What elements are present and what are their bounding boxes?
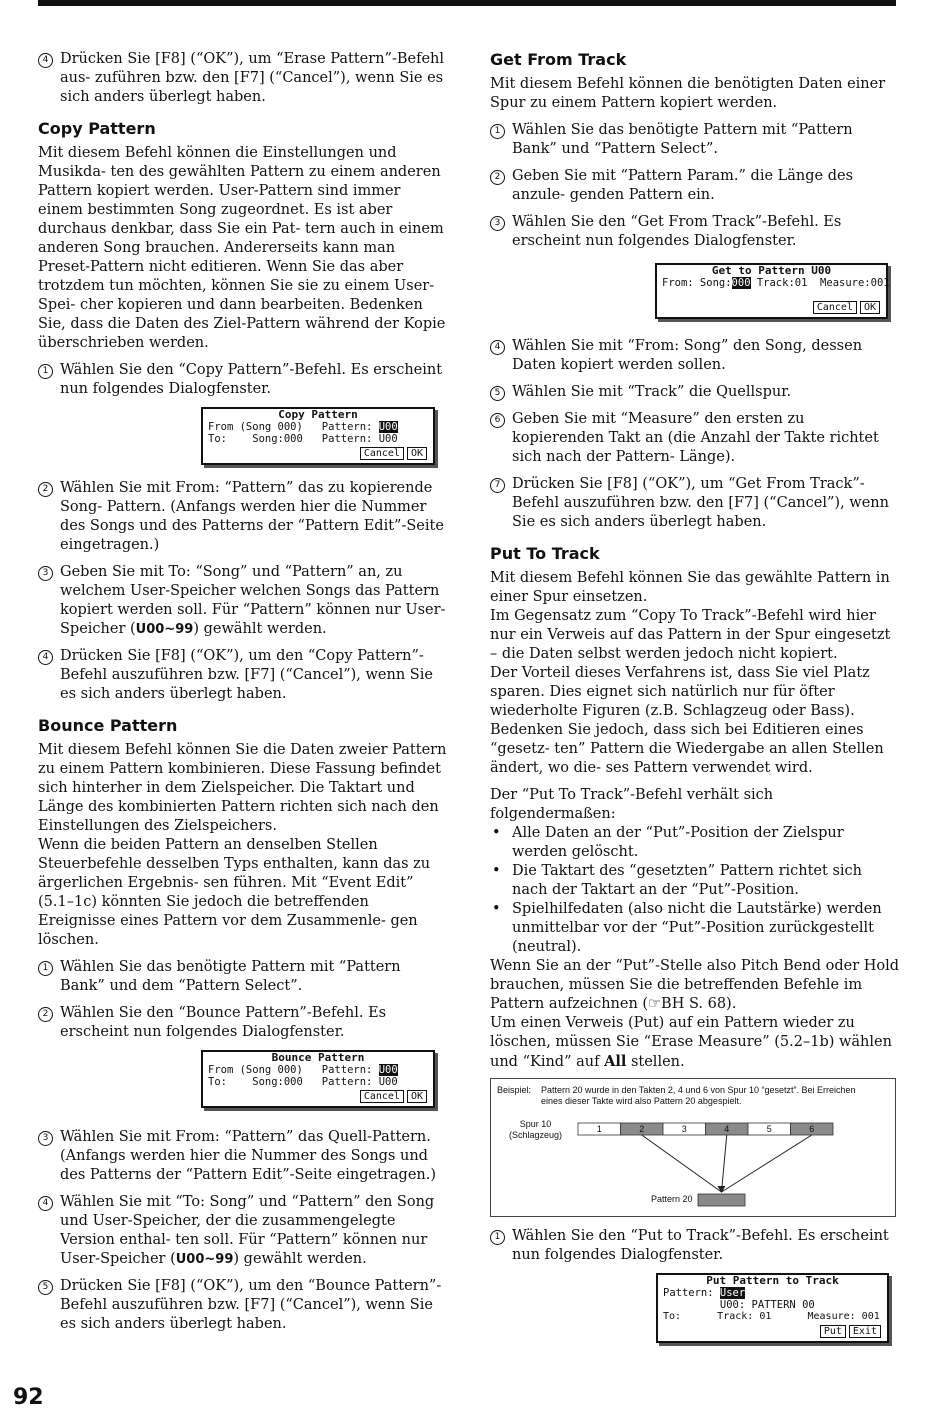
get-intro: Mit diesem Befehl können die benötigten Daten einer Spur zu einem Pattern kopiert werden. <box>490 76 886 111</box>
bounce-pattern-dialog: Bounce Pattern From (Song 000) Pattern: U00 To: Song:000 Pattern: U00 Cancel OK <box>201 1050 435 1108</box>
measure-label: 6 <box>809 1124 815 1134</box>
copy-step-1: 1 Wählen Sie den “Copy Pattern”-Befehl. Es erscheint nun folgendes Dialogfenster. <box>38 361 448 399</box>
left-column <box>38 50 448 1342</box>
diagram-caption-label: Beispiel: <box>497 1085 532 1095</box>
put-p6: Wenn Sie an der “Put”-Stelle also Pitch Bend oder Hold brauchen, müssen Sie die betreffenden Befehle im Pattern aufzeichnen (☞BH S. 68). <box>490 958 900 1012</box>
pattern-label: Pattern 20 <box>651 1194 693 1204</box>
get-step-3: 3 Wählen Sie den “Get From Track”-Befehl. Es erscheint nun folgendes Dialogfenster. <box>490 213 900 251</box>
ok-button: OK <box>860 301 880 314</box>
measure-label: 4 <box>724 1124 730 1134</box>
bounce-intro-1: Mit diesem Befehl können Sie die Daten zweier Pattern zu einem Pattern kombinieren. Diese Fassung befindet sich hinterher in dem Zielspeicher. Die Taktart und Länge des kombinierten Pattern richten sich nach den Einstellungen des Zielspeichers. <box>38 742 447 834</box>
put-step-1: 1 Wählen Sie den “Put to Track”-Befehl. Es erscheint nun folgendes Dialogfenster. <box>490 1227 900 1265</box>
track-label: Spur 10 (Schlagzeug) <box>509 1119 563 1140</box>
put-pattern-diagram <box>490 1078 896 1217</box>
page-number: 92 <box>13 1385 44 1410</box>
get-step-6: 6 Geben Sie mit “Measure” den ersten zu kopierenden Takt an (die Anzahl der Takte richtet sich nach der Pattern- Länge). <box>490 410 900 467</box>
copy-pattern-intro: Mit diesem Befehl können die Einstellungen und Musikda- ten des gewählten Pattern zu einem anderen Pattern kopiert werden. User-Pattern sind immer einem bestimmten Song zugeordnet. Es ist aber durchaus denkbar, dass Sie ein Pat- tern auch in einem anderen Song brauchen. Andererseits kann man Preset-Pattern nicht editieren. Wenn Sie das aber trotzdem tun möchten, können Sie sie zu einem User-Spei- cher kopieren und dann bearbeiten. Bedenken Sie, dass die Daten des Ziel-Pattern während der Kopie überschrieben werden. <box>38 145 446 351</box>
pattern-arrow <box>722 1135 727 1192</box>
diagram-caption: Pattern 20 wurde in den Takten 2, 4 und 6 von Spur 10 “gesetzt”. Bei Erreichen eines dieser Takte wird also Pattern 20 abgespielt. <box>541 1085 856 1106</box>
put-pattern-to-track-dialog: Put Pattern to Track Pattern: User U00: PATTERN 00 To: Track: 01 Measure: 001 Put Exit <box>656 1273 889 1343</box>
get-step-7: 7 Drücken Sie [F8] (“OK”), um “Get From Track”-Befehl auszuführen bzw. den [F7] (“Cancel”), wenn Sie es sich anders überlegt haben. <box>490 475 900 532</box>
get-step-4: 4 Wählen Sie mit “From: Song” den Song, dessen Daten kopiert werden sollen. <box>490 337 900 375</box>
cancel-button: Cancel <box>813 301 857 314</box>
copy-pattern-dialog: Copy Pattern From (Song 000) Pattern: U00 To: Song:000 Pattern: U00 Cancel OK <box>201 407 435 465</box>
get-from-track-heading: Get From Track <box>490 50 627 69</box>
put-p7: Um einen Verweis (Put) auf ein Pattern wieder zu löschen, müssen Sie “Erase Measure” (5.2–1b) wählen und “Kind” auf All stellen. <box>490 1015 892 1070</box>
ok-button: OK <box>407 1090 427 1103</box>
get-step-5: 5 Wählen Sie mit “Track” die Quellspur. <box>490 383 900 402</box>
pattern-box <box>698 1194 745 1206</box>
list-item: • Die Taktart des “gesetzten” Pattern richtet sich nach der Taktart an der “Put”-Position. <box>492 863 862 898</box>
put-p2: Im Gegensatz zum “Copy To Track”-Befehl wird hier nur ein Verweis auf das Pattern in der Spur eingesetzt – die Daten selbst werden jedoch nicht kopiert. <box>490 608 891 662</box>
get-to-pattern-dialog: Get to Pattern U00 From: Song:000 Track:01 Measure:001 Cancel OK <box>655 263 888 319</box>
ok-button: OK <box>407 447 427 460</box>
put-to-track-heading: Put To Track <box>490 544 600 563</box>
erase-step-4: 4 Drücken Sie [F8] (“OK”), um “Erase Pattern”-Befehl aus- zuführen bzw. den [F7] (“Cancel”), wenn Sie es sich anders überlegt haben. <box>38 50 448 107</box>
put-p1: Mit diesem Befehl können Sie das gewählte Pattern in einer Spur einsetzen. <box>490 570 890 605</box>
pattern-arrow <box>642 1135 722 1192</box>
get-step-2: 2 Geben Sie mit “Pattern Param.” die Länge des anzule- genden Pattern ein. <box>490 167 900 205</box>
pattern-arrow <box>722 1135 812 1192</box>
copy-step-2: 2 Wählen Sie mit From: “Pattern” das zu kopierende Song- Pattern. (Anfangs werden hier die Nummer des Songs und des Patterns der “Pattern Edit”-Seite eingetragen.) <box>38 479 448 555</box>
bounce-step-3: 3 Wählen Sie mit From: “Pattern” das Quell-Pattern. (Anfangs werden hier die Nummer des Songs und des Patterns der “Pattern Edit”-Seite eingetragen.) <box>38 1128 448 1185</box>
measure-label: 5 <box>766 1124 772 1134</box>
measure-label: 1 <box>596 1124 602 1134</box>
bounce-step-2: 2 Wählen Sie den “Bounce Pattern”-Befehl. Es erscheint nun folgendes Dialogfenster. <box>38 1004 448 1042</box>
step-number: 4 <box>38 53 53 68</box>
put-button: Put <box>820 1325 846 1338</box>
put-p4: Bedenken Sie jedoch, dass sich bei Editieren eines “gesetz- ten” Pattern die Wiedergabe an allen Stellen ändert, wo die- ses Pattern verwendet wird. <box>490 722 884 776</box>
copy-pattern-heading: Copy Pattern <box>38 119 156 138</box>
list-item: • Spielhilfedaten (also nicht die Lautstärke) werden unmittelbar vor der “Put”-Position zurückgestellt (neutral). <box>492 901 882 955</box>
bounce-pattern-heading: Bounce Pattern <box>38 716 178 735</box>
top-rule <box>38 0 896 6</box>
put-p5: Der “Put To Track”-Befehl verhält sich folgendermaßen: <box>490 787 774 822</box>
put-bullets <box>490 824 900 957</box>
measure-label: 3 <box>681 1124 687 1134</box>
diagram-graphic <box>491 1079 895 1216</box>
bounce-step-4: 4 Wählen Sie mit “To: Song” und “Pattern” den Song und User-Speicher, der die zusammengelegte Version enthal- ten soll. Für “Pattern” können nur User-Speicher (U00~99) gewählt werden. <box>38 1193 448 1269</box>
right-column <box>490 50 900 1343</box>
cancel-button: Cancel <box>360 447 404 460</box>
put-p3: Der Vorteil dieses Verfahrens ist, dass Sie viel Platz sparen. Dies eignet sich natürlich nur für öfter wiederholte Figuren (z.B. Schlagzeug oder Bass). <box>490 665 870 719</box>
copy-step-4: 4 Drücken Sie [F8] (“OK”), um den “Copy Pattern”-Befehl auszuführen bzw. [F7] (“Cancel”), wenn Sie es sich anders überlegt haben. <box>38 647 448 704</box>
measure-label: 2 <box>639 1124 645 1134</box>
list-item: • Alle Daten an der “Put”-Position der Zielspur werden gelöscht. <box>492 825 844 860</box>
bounce-step-5: 5 Drücken Sie [F8] (“OK”), um den “Bounce Pattern”- Befehl auszuführen bzw. [F7] (“Cancel”), wenn Sie es sich anders überlegt haben. <box>38 1277 448 1334</box>
bounce-step-1: 1 Wählen Sie das benötigte Pattern mit “Pattern Bank” und dem “Pattern Select”. <box>38 958 448 996</box>
cancel-button: Cancel <box>360 1090 404 1103</box>
copy-step-3: 3 Geben Sie mit To: “Song” und “Pattern” an, zu welchem User-Speicher welchen Songs das Pattern kopiert werden soll. Für “Pattern” können nur User-Speicher (U00~99) gewählt werden. <box>38 563 448 639</box>
exit-button: Exit <box>849 1325 881 1338</box>
get-step-1: 1 Wählen Sie das benötigte Pattern mit “Pattern Bank” und “Pattern Select”. <box>490 121 900 159</box>
bounce-intro-2: Wenn die beiden Pattern an denselben Stellen Steuerbefehle desselben Typs enthalten, kann das zu ärgerlichen Ergebnis- sen führen. Mit “Event Edit” (5.1–1c) könnten Sie jedoch die betreffenden Ereignisse eines Pattern vor dem Zusammenle- gen löschen. <box>38 837 431 948</box>
